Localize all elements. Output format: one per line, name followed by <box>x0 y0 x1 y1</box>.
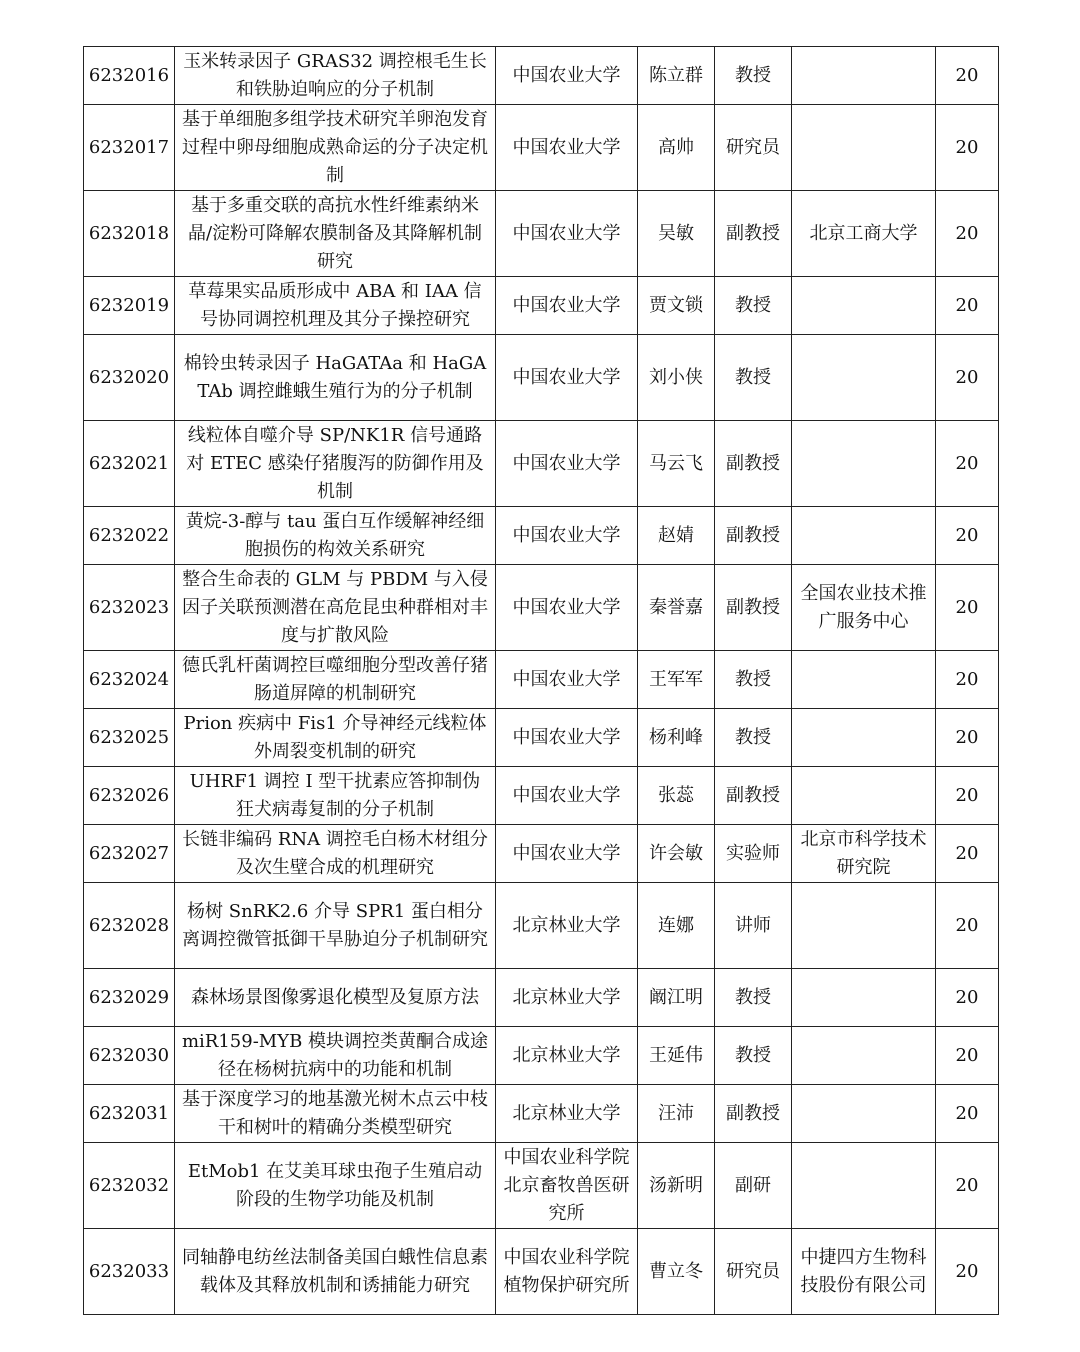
project-title-cell: 基于单细胞多组学技术研究羊卵泡发育过程中卵母细胞成熟命运的分子决定机制 <box>175 105 496 191</box>
project-title-cell: 基于多重交联的高抗水性纤维素纳米晶/淀粉可降解农膜制备及其降解机制研究 <box>175 191 496 277</box>
partner-institution-cell: 北京工商大学 <box>792 191 936 277</box>
partner-institution-cell <box>792 1143 936 1229</box>
partner-institution-cell: 中捷四方生物科技股份有限公司 <box>792 1229 936 1315</box>
project-id-cell: 6232031 <box>84 1085 175 1143</box>
institution-cell: 北京林业大学 <box>496 883 638 969</box>
principal-investigator-cell: 连娜 <box>638 883 715 969</box>
funding-amount-cell: 20 <box>936 969 999 1027</box>
principal-investigator-cell: 曹立冬 <box>638 1229 715 1315</box>
funding-amount-cell: 20 <box>936 1027 999 1085</box>
principal-investigator-cell: 汪沛 <box>638 1085 715 1143</box>
project-title-cell: Prion 疾病中 Fis1 介导神经元线粒体外周裂变机制的研究 <box>175 709 496 767</box>
table-row <box>84 507 999 565</box>
title-rank-cell: 副教授 <box>715 1085 792 1143</box>
principal-investigator-cell: 马云飞 <box>638 421 715 507</box>
institution-cell: 北京林业大学 <box>496 969 638 1027</box>
funding-amount-cell: 20 <box>936 105 999 191</box>
project-title-cell: 德氏乳杆菌调控巨噬细胞分型改善仔猪肠道屏障的机制研究 <box>175 651 496 709</box>
table-row <box>84 335 999 421</box>
partner-institution-cell <box>792 1085 936 1143</box>
table-row <box>84 709 999 767</box>
table-row <box>84 565 999 651</box>
partner-institution-cell <box>792 651 936 709</box>
principal-investigator-cell: 赵婧 <box>638 507 715 565</box>
title-rank-cell: 研究员 <box>715 105 792 191</box>
partner-institution-cell <box>792 47 936 105</box>
project-id-cell: 6232024 <box>84 651 175 709</box>
partner-institution-cell: 北京市科学技术研究院 <box>792 825 936 883</box>
funding-amount-cell: 20 <box>936 883 999 969</box>
principal-investigator-cell: 刘小侠 <box>638 335 715 421</box>
title-rank-cell: 讲师 <box>715 883 792 969</box>
table-row <box>84 1027 999 1085</box>
project-id-cell: 6232023 <box>84 565 175 651</box>
funding-amount-cell: 20 <box>936 709 999 767</box>
institution-cell: 中国农业大学 <box>496 651 638 709</box>
project-id-cell: 6232033 <box>84 1229 175 1315</box>
partner-institution-cell: 全国农业技术推广服务中心 <box>792 565 936 651</box>
title-rank-cell: 教授 <box>715 969 792 1027</box>
funding-amount-cell: 20 <box>936 47 999 105</box>
partner-institution-cell <box>792 335 936 421</box>
project-id-cell: 6232025 <box>84 709 175 767</box>
title-rank-cell: 教授 <box>715 1027 792 1085</box>
project-title-cell: 整合生命表的 GLM 与 PBDM 与入侵因子关联预测潜在高危昆虫种群相对丰度与扩散风险 <box>175 565 496 651</box>
title-rank-cell: 教授 <box>715 335 792 421</box>
project-id-cell: 6232020 <box>84 335 175 421</box>
principal-investigator-cell: 汤新明 <box>638 1143 715 1229</box>
table-row <box>84 1229 999 1315</box>
funding-amount-cell: 20 <box>936 277 999 335</box>
institution-cell: 中国农业大学 <box>496 825 638 883</box>
table-row <box>84 191 999 277</box>
institution-cell: 中国农业大学 <box>496 565 638 651</box>
institution-cell: 中国农业大学 <box>496 105 638 191</box>
project-id-cell: 6232016 <box>84 47 175 105</box>
table-row <box>84 1143 999 1229</box>
project-id-cell: 6232030 <box>84 1027 175 1085</box>
institution-cell: 中国农业大学 <box>496 47 638 105</box>
project-id-cell: 6232027 <box>84 825 175 883</box>
partner-institution-cell <box>792 277 936 335</box>
funding-amount-cell: 20 <box>936 335 999 421</box>
funding-amount-cell: 20 <box>936 1229 999 1315</box>
project-title-cell: 同轴静电纺丝法制备美国白蛾性信息素载体及其释放机制和诱捕能力研究 <box>175 1229 496 1315</box>
table-row <box>84 767 999 825</box>
principal-investigator-cell: 杨利峰 <box>638 709 715 767</box>
table-row <box>84 1085 999 1143</box>
table-row <box>84 47 999 105</box>
funding-amount-cell: 20 <box>936 421 999 507</box>
title-rank-cell: 副教授 <box>715 767 792 825</box>
funding-amount-cell: 20 <box>936 565 999 651</box>
project-title-cell: 黄烷-3-醇与 tau 蛋白互作缓解神经细胞损伤的构效关系研究 <box>175 507 496 565</box>
institution-cell: 北京林业大学 <box>496 1027 638 1085</box>
principal-investigator-cell: 高帅 <box>638 105 715 191</box>
table-row <box>84 825 999 883</box>
institution-cell: 中国农业科学院植物保护研究所 <box>496 1229 638 1315</box>
title-rank-cell: 副教授 <box>715 191 792 277</box>
project-title-cell: 玉米转录因子 GRAS32 调控根毛生长和铁胁迫响应的分子机制 <box>175 47 496 105</box>
project-title-cell: UHRF1 调控 I 型干扰素应答抑制伪狂犬病毒复制的分子机制 <box>175 767 496 825</box>
funding-amount-cell: 20 <box>936 767 999 825</box>
project-id-cell: 6232028 <box>84 883 175 969</box>
title-rank-cell: 实验师 <box>715 825 792 883</box>
institution-cell: 中国农业大学 <box>496 421 638 507</box>
funding-amount-cell: 20 <box>936 1085 999 1143</box>
principal-investigator-cell: 张蕊 <box>638 767 715 825</box>
principal-investigator-cell: 吴敏 <box>638 191 715 277</box>
funding-amount-cell: 20 <box>936 191 999 277</box>
institution-cell: 中国农业大学 <box>496 709 638 767</box>
project-title-cell: 草莓果实品质形成中 ABA 和 IAA 信号协同调控机理及其分子操控研究 <box>175 277 496 335</box>
project-title-cell: 长链非编码 RNA 调控毛白杨木材组分及次生壁合成的机理研究 <box>175 825 496 883</box>
partner-institution-cell <box>792 709 936 767</box>
table-row <box>84 105 999 191</box>
partner-institution-cell <box>792 507 936 565</box>
title-rank-cell: 副研 <box>715 1143 792 1229</box>
institution-cell: 中国农业大学 <box>496 335 638 421</box>
project-title-cell: miR159-MYB 模块调控类黄酮合成途径在杨树抗病中的功能和机制 <box>175 1027 496 1085</box>
institution-cell: 中国农业大学 <box>496 277 638 335</box>
principal-investigator-cell: 许会敏 <box>638 825 715 883</box>
institution-cell: 中国农业大学 <box>496 767 638 825</box>
project-table <box>83 46 999 1315</box>
title-rank-cell: 副教授 <box>715 421 792 507</box>
principal-investigator-cell: 王军军 <box>638 651 715 709</box>
project-title-cell: 线粒体自噬介导 SP/NK1R 信号通路对 ETEC 感染仔猪腹泻的防御作用及机制 <box>175 421 496 507</box>
project-title-cell: 杨树 SnRK2.6 介导 SPR1 蛋白相分离调控微管抵御干旱胁迫分子机制研究 <box>175 883 496 969</box>
principal-investigator-cell: 阚江明 <box>638 969 715 1027</box>
principal-investigator-cell: 王延伟 <box>638 1027 715 1085</box>
project-id-cell: 6232018 <box>84 191 175 277</box>
partner-institution-cell <box>792 767 936 825</box>
table-row <box>84 651 999 709</box>
project-title-cell: EtMob1 在艾美耳球虫孢子生殖启动阶段的生物学功能及机制 <box>175 1143 496 1229</box>
project-title-cell: 森林场景图像雾退化模型及复原方法 <box>175 969 496 1027</box>
partner-institution-cell <box>792 1027 936 1085</box>
funding-amount-cell: 20 <box>936 1143 999 1229</box>
institution-cell: 中国农业科学院北京畜牧兽医研究所 <box>496 1143 638 1229</box>
title-rank-cell: 教授 <box>715 651 792 709</box>
institution-cell: 中国农业大学 <box>496 507 638 565</box>
partner-institution-cell <box>792 969 936 1027</box>
title-rank-cell: 教授 <box>715 277 792 335</box>
project-table-body <box>84 47 999 1315</box>
principal-investigator-cell: 秦誉嘉 <box>638 565 715 651</box>
title-rank-cell: 教授 <box>715 709 792 767</box>
institution-cell: 北京林业大学 <box>496 1085 638 1143</box>
project-title-cell: 基于深度学习的地基激光树木点云中枝干和树叶的精确分类模型研究 <box>175 1085 496 1143</box>
project-title-cell: 棉铃虫转录因子 HaGATAa 和 HaGATAb 调控雌蛾生殖行为的分子机制 <box>175 335 496 421</box>
table-row <box>84 421 999 507</box>
project-id-cell: 6232017 <box>84 105 175 191</box>
project-id-cell: 6232029 <box>84 969 175 1027</box>
funding-amount-cell: 20 <box>936 651 999 709</box>
funding-amount-cell: 20 <box>936 825 999 883</box>
project-id-cell: 6232032 <box>84 1143 175 1229</box>
project-id-cell: 6232021 <box>84 421 175 507</box>
partner-institution-cell <box>792 883 936 969</box>
title-rank-cell: 教授 <box>715 47 792 105</box>
principal-investigator-cell: 贾文锁 <box>638 277 715 335</box>
table-row <box>84 277 999 335</box>
project-id-cell: 6232022 <box>84 507 175 565</box>
title-rank-cell: 副教授 <box>715 565 792 651</box>
project-id-cell: 6232026 <box>84 767 175 825</box>
partner-institution-cell <box>792 421 936 507</box>
title-rank-cell: 研究员 <box>715 1229 792 1315</box>
title-rank-cell: 副教授 <box>715 507 792 565</box>
project-id-cell: 6232019 <box>84 277 175 335</box>
principal-investigator-cell: 陈立群 <box>638 47 715 105</box>
institution-cell: 中国农业大学 <box>496 191 638 277</box>
partner-institution-cell <box>792 105 936 191</box>
table-row <box>84 883 999 969</box>
table-row <box>84 969 999 1027</box>
funding-amount-cell: 20 <box>936 507 999 565</box>
